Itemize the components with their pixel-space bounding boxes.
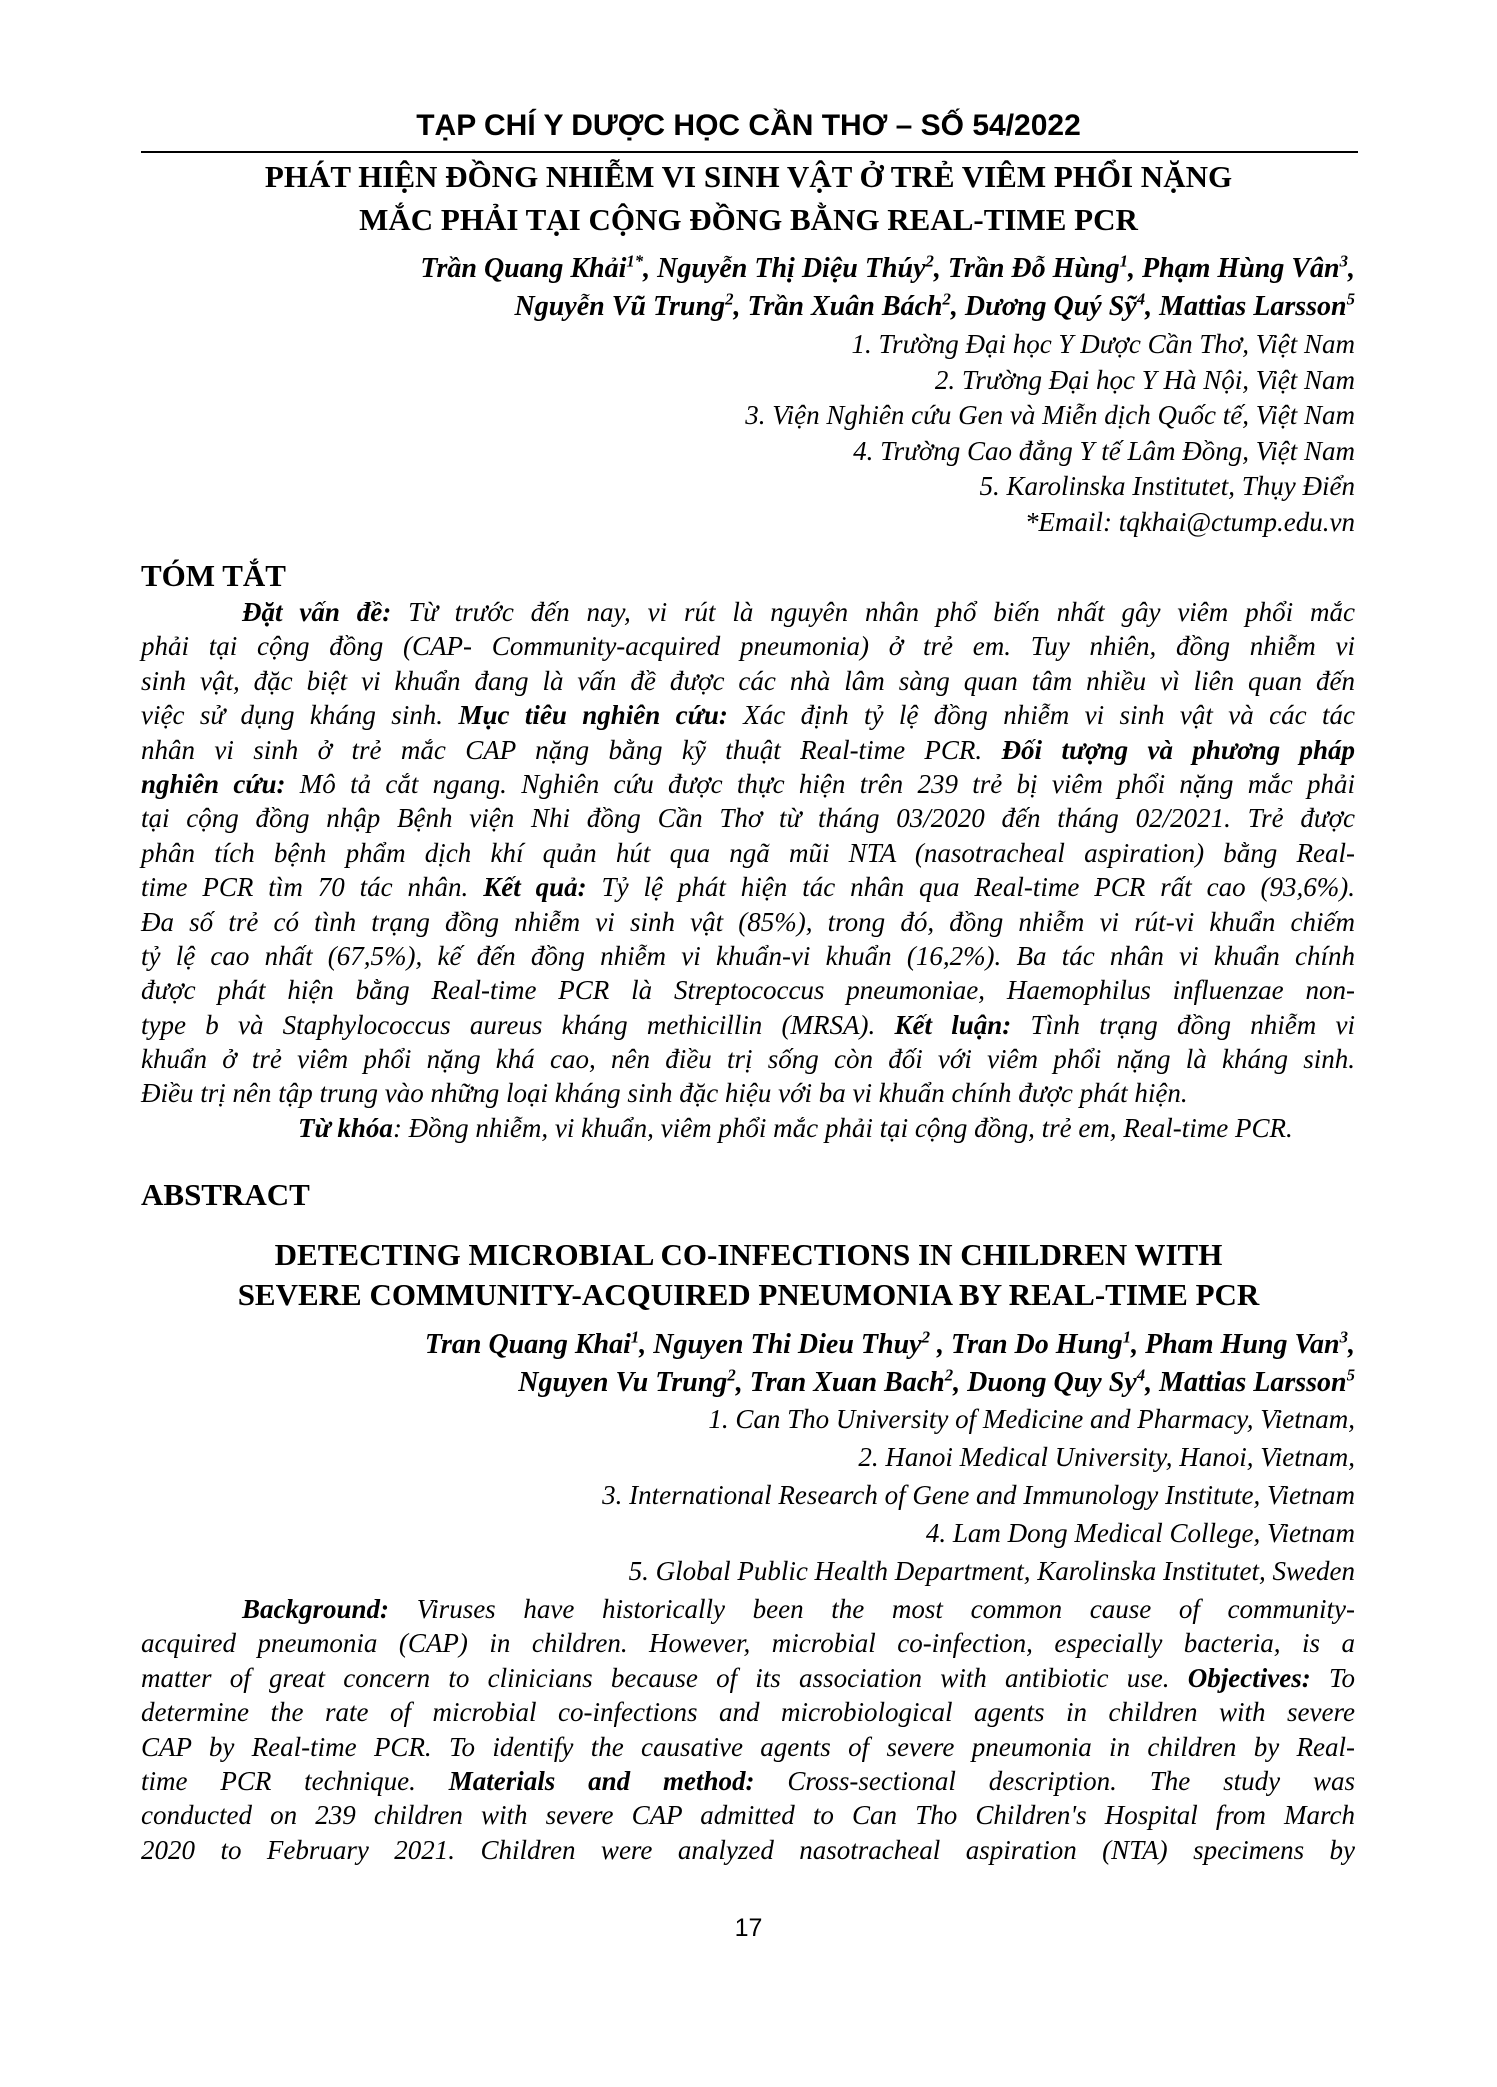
vi-summary-paragraph bbox=[141, 595, 1355, 1145]
text-run: matter of great concern to clinicians because of its association with antibiotic use. bbox=[141, 1662, 1188, 1693]
text-run: , Tran Do Hung bbox=[930, 1329, 1123, 1360]
abstract-heading: ABSTRACT bbox=[141, 1177, 310, 1212]
paragraph-line bbox=[141, 1695, 1355, 1729]
bold-label: Objectives: bbox=[1187, 1662, 1311, 1693]
paragraph-line bbox=[141, 664, 1355, 698]
bold-label: nghiên cứu: bbox=[141, 768, 286, 799]
paragraph-line bbox=[141, 905, 1355, 939]
paragraph-line bbox=[141, 1730, 1355, 1764]
affiliation-superscript: 2 bbox=[925, 251, 934, 271]
bold-label: Đặt vấn đề: bbox=[242, 597, 392, 627]
text-run: CAP by Real-time PCR. To identify the causative agents of severe pneumonia in children by Real- bbox=[141, 1731, 1355, 1762]
text-run: determine the rate of microbial co-infections and microbiological agents in children with severe bbox=[141, 1697, 1355, 1728]
text-run: Tình trạng đồng nhiễm vi bbox=[1011, 1009, 1355, 1040]
text-run: nhân vi sinh ở trẻ mắc CAP nặng bằng kỹ thuật Real-time PCR. bbox=[141, 734, 1002, 765]
affiliation-superscript: 2 bbox=[725, 289, 734, 309]
bold-label: Từ khóa bbox=[298, 1112, 393, 1143]
affiliation-superscript: 2 bbox=[942, 289, 951, 309]
paragraph-line bbox=[141, 698, 1355, 732]
text-run: việc sử dụng kháng sinh. bbox=[141, 700, 459, 731]
paragraph-line bbox=[141, 733, 1355, 767]
text-run: , Tran Xuan Bach bbox=[735, 1367, 945, 1398]
text-run: Xác định tỷ lệ đồng nhiễm vi sinh vật và các tác bbox=[727, 700, 1355, 731]
text-run: , Dương Quý Sỹ bbox=[950, 291, 1137, 322]
text-run: , bbox=[1348, 1329, 1355, 1360]
paragraph-line bbox=[141, 595, 1355, 629]
paragraph-line bbox=[141, 1764, 1355, 1798]
text-run: Tran Quang Khai bbox=[424, 1329, 631, 1360]
header-rule bbox=[141, 151, 1358, 153]
affiliation-superscript: 2 bbox=[727, 1365, 736, 1385]
paragraph-line bbox=[141, 939, 1355, 973]
paragraph-line bbox=[141, 836, 1355, 870]
text-run: Trần Quang Khải bbox=[420, 253, 627, 284]
vi-authors-line-2 bbox=[515, 289, 1356, 324]
text-run: , Trần Đỗ Hùng bbox=[933, 253, 1120, 284]
paragraph-line bbox=[141, 1833, 1355, 1867]
en-authors-line-2 bbox=[518, 1365, 1355, 1400]
affiliation-superscript: 1* bbox=[626, 251, 644, 271]
bold-label: Background: bbox=[242, 1594, 390, 1624]
paragraph-line bbox=[141, 973, 1355, 1007]
paragraph-line bbox=[141, 767, 1355, 801]
bold-label: Kết luận: bbox=[894, 1009, 1012, 1040]
vi-affiliation-5: 5. Karolinska Institutet, Thụy Điển bbox=[979, 471, 1355, 501]
text-run: , bbox=[1348, 253, 1355, 284]
text-run: Nguyen Vu Trung bbox=[518, 1367, 728, 1398]
text-run: time PCR technique. bbox=[141, 1765, 449, 1796]
vi-affiliation-4: 4. Trường Cao đẳng Y tế Lâm Đồng, Việt Nam bbox=[853, 436, 1355, 466]
paragraph-line bbox=[141, 629, 1355, 663]
contact-email: *Email: tqkhai@ctump.edu.vn bbox=[1024, 507, 1355, 537]
text-run: Mô tả cắt ngang. Nghiên cứu được thực hiện trên 239 trẻ bị viêm phổi nặng mắc phải bbox=[285, 768, 1355, 799]
paragraph-line bbox=[141, 1661, 1355, 1695]
en-title-line-2: SEVERE COMMUNITY-ACQUIRED PNEUMONIA BY REAL-TIME PCR bbox=[237, 1277, 1260, 1312]
text-run: Điều trị nên tập trung vào những loại kháng sinh đặc hiệu với ba vi khuẩn chính được phát hiện. bbox=[141, 1078, 1188, 1109]
text-run: , Duong Quy Sy bbox=[953, 1367, 1137, 1398]
text-run: Cross-sectional description. The study was bbox=[754, 1765, 1355, 1796]
text-run: , Mattias Larsson bbox=[1145, 291, 1347, 322]
bold-label: Kết quả: bbox=[483, 872, 587, 903]
paragraph-line bbox=[141, 1076, 1355, 1110]
text-run: conducted on 239 children with severe CAP admitted to Can Tho Children's Hospital from March bbox=[141, 1800, 1355, 1831]
en-affiliation-4: 4. Lam Dong Medical College, Vietnam bbox=[925, 1518, 1355, 1548]
paragraph-line bbox=[141, 1008, 1355, 1042]
affiliation-superscript: 5 bbox=[1346, 289, 1355, 309]
text-run: type b và Staphylococcus aureus kháng methicillin (MRSA). bbox=[141, 1009, 895, 1040]
vi-affiliation-1: 1. Trường Đại học Y Dược Cần Thơ, Việt Nam bbox=[851, 329, 1355, 359]
text-run: phân tích bệnh phẩm dịch khí quản hút qua ngã mũi NTA (nasotracheal aspiration) bằng Real- bbox=[141, 837, 1355, 868]
text-run: time PCR tìm 70 tác nhân. bbox=[141, 872, 484, 903]
text-run: , Nguyễn Thị Diệu Thúy bbox=[643, 253, 926, 284]
en-affiliation-5: 5. Global Public Health Department, Karolinska Institutet, Sweden bbox=[628, 1556, 1355, 1586]
affiliation-superscript: 4 bbox=[1136, 1365, 1146, 1385]
page-number: 17 bbox=[734, 1914, 763, 1942]
text-run: , Nguyen Thi Dieu Thuy bbox=[639, 1329, 922, 1360]
affiliation-superscript: 3 bbox=[1339, 251, 1348, 271]
affiliation-superscript: 1 bbox=[630, 1327, 640, 1347]
bold-label: Materials and method: bbox=[448, 1765, 755, 1796]
text-run: tỷ lệ cao nhất (67,5%), kế đến đồng nhiễm vi khuẩn-vi khuẩn (16,2%). Ba tác nhân vi khuẩn chính bbox=[141, 940, 1355, 971]
paragraph-line bbox=[141, 1798, 1355, 1832]
affiliation-superscript: 3 bbox=[1339, 1327, 1348, 1347]
text-run: 2020 to February 2021. Children were analyzed nasotracheal aspiration (NTA) specimens by bbox=[141, 1834, 1355, 1865]
en-affiliation-1: 1. Can Tho University of Medicine and Pharmacy, Vietnam, bbox=[708, 1404, 1355, 1434]
bold-label: Mục tiêu nghiên cứu: bbox=[458, 700, 728, 731]
en-authors-line-1 bbox=[425, 1327, 1355, 1362]
text-run: acquired pneumonia (CAP) in children. However, microbial co-infection, especially bacteria, is a bbox=[141, 1628, 1355, 1659]
text-run: Tỷ lệ phát hiện tác nhân qua Real-time PCR rất cao (93,6%). bbox=[586, 872, 1355, 903]
paragraph-line bbox=[141, 801, 1355, 835]
text-run: tại cộng đồng nhập Bệnh viện Nhi đồng Cần Thơ từ tháng 03/2020 đến tháng 02/2021. Trẻ được bbox=[141, 803, 1355, 834]
journal-header: TẠP CHÍ Y DƯỢC HỌC CẦN THƠ – SỐ 54/2022 bbox=[416, 109, 1081, 142]
affiliation-superscript: 1 bbox=[1119, 251, 1128, 271]
text-run: , Trần Xuân Bách bbox=[733, 291, 943, 322]
vi-title-line-2: MẮC PHẢI TẠI CỘNG ĐỒNG BẰNG REAL-TIME PCR bbox=[359, 202, 1138, 237]
text-run: Nguyễn Vũ Trung bbox=[514, 291, 726, 322]
vi-affiliation-2: 2. Trường Đại học Y Hà Nội, Việt Nam bbox=[934, 365, 1355, 395]
text-run: phải tại cộng đồng (CAP- Community-acquired pneumonia) ở trẻ em. Tuy nhiên, đồng nhiễm vi bbox=[141, 631, 1355, 662]
text-run: : Đồng nhiễm, vi khuẩn, viêm phổi mắc phải tại cộng đồng, trẻ em, Real-time PCR. bbox=[392, 1112, 1293, 1143]
vi-affiliation-3: 3. Viện Nghiên cứu Gen và Miễn dịch Quốc tế, Việt Nam bbox=[745, 400, 1355, 430]
text-run: sinh vật, đặc biệt vi khuẩn đang là vấn đề được các nhà lâm sàng quan tâm nhiều vì liên quan đến bbox=[141, 665, 1355, 696]
vi-title-line-1: PHÁT HIỆN ĐỒNG NHIỄM VI SINH VẬT Ở TRẺ VIÊM PHỔI NẶNG bbox=[264, 159, 1233, 194]
paragraph-line bbox=[141, 870, 1355, 904]
affiliation-superscript: 5 bbox=[1346, 1365, 1355, 1385]
bold-label: Đối tượng và phương pháp bbox=[1001, 734, 1355, 765]
text-run: Viruses have historically been the most common cause of community- bbox=[389, 1594, 1355, 1624]
affiliation-superscript: 2 bbox=[921, 1327, 930, 1347]
paragraph-line bbox=[141, 1592, 1355, 1626]
text-run: được phát hiện bằng Real-time PCR là Streptococcus pneumoniae, Haemophilus influenzae non- bbox=[141, 975, 1355, 1006]
en-title-line-1: DETECTING MICROBIAL CO-INFECTIONS IN CHILDREN WITH bbox=[274, 1237, 1223, 1272]
text-run: khuẩn ở trẻ viêm phổi nặng khá cao, nên điều trị sống còn đối với viêm phổi nặng là kháng sinh. bbox=[141, 1044, 1355, 1075]
en-affiliation-2: 2. Hanoi Medical University, Hanoi, Vietnam, bbox=[858, 1442, 1355, 1472]
affiliation-superscript: 2 bbox=[944, 1365, 954, 1385]
keywords-line bbox=[141, 1111, 1355, 1145]
en-affiliation-3: 3. International Research of Gene and Immunology Institute, Vietnam bbox=[602, 1480, 1355, 1510]
paragraph-line bbox=[141, 1626, 1355, 1660]
text-run: Từ trước đến nay, vi rút là nguyên nhân phổ biến nhất gây viêm phổi mắc bbox=[391, 597, 1355, 627]
en-background-paragraph bbox=[141, 1592, 1355, 1867]
text-run: , Pham Hung Van bbox=[1131, 1329, 1340, 1360]
affiliation-superscript: 1 bbox=[1122, 1327, 1132, 1347]
paragraph-line bbox=[141, 1042, 1355, 1076]
text-run: , Mattias Larsson bbox=[1145, 1367, 1347, 1398]
text-run: To bbox=[1310, 1662, 1355, 1693]
summary-heading: TÓM TẮT bbox=[141, 558, 286, 593]
text-run: Đa số trẻ có tình trạng đồng nhiễm vi sinh vật (85%), trong đó, đồng nhiễm vi rút-vi khuẩn chiếm bbox=[141, 906, 1355, 937]
text-run: , Phạm Hùng Vân bbox=[1127, 253, 1340, 284]
affiliation-superscript: 4 bbox=[1136, 289, 1146, 309]
vi-authors-line-1 bbox=[420, 251, 1355, 286]
